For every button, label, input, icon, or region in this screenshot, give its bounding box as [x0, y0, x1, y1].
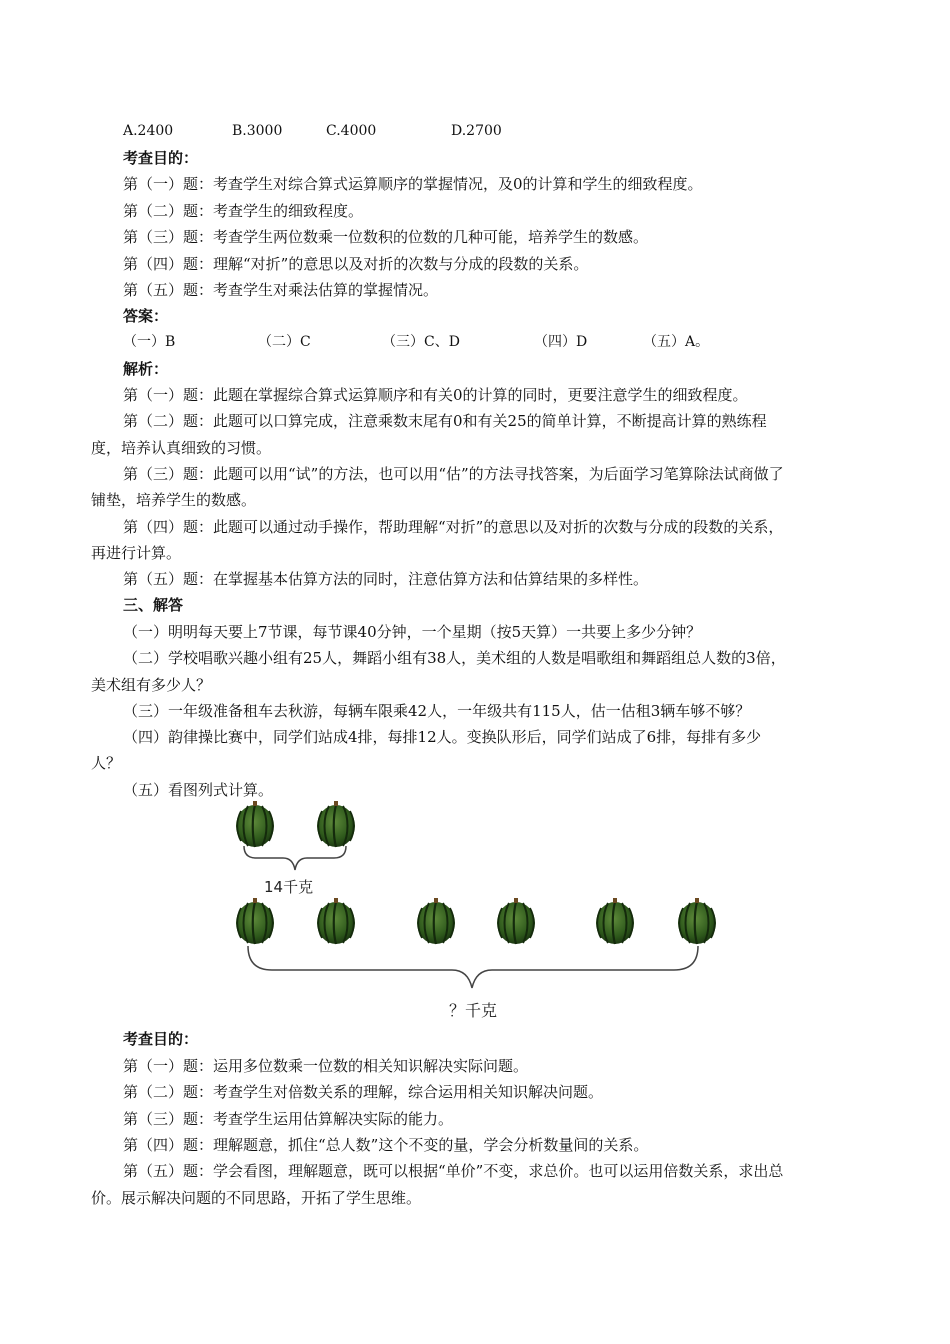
watermelon-icon — [417, 898, 455, 944]
answer-item: （五）A。 — [643, 334, 710, 350]
watermelon-icon — [317, 801, 355, 847]
paragraph-line: 第（三）题：考查学生两位数乘一位数积的位数的几种可能，培养学生的数感。 — [123, 228, 649, 246]
option-c: C.4000 — [326, 123, 377, 139]
section-heading: 三、解答 — [123, 596, 184, 614]
paragraph-line: 第（五）题：考查学生对乘法估算的掌握情况。 — [123, 281, 439, 299]
paragraph-line: 第（一）题：运用多位数乘一位数的相关知识解决实际问题。 — [123, 1057, 529, 1075]
paragraph-line: 第（四）题：理解“对折”的意思以及对折的次数与分成的段数的关系。 — [123, 255, 589, 273]
paragraph-line: 第（二）题：考查学生的细致程度。 — [123, 202, 364, 220]
watermelon-icon — [236, 898, 274, 944]
paragraph-line: 第（四）题：理解题意，抓住“总人数”这个不变的量，学会分析数量间的关系。 — [123, 1136, 649, 1154]
question-line: 人？ — [91, 754, 122, 772]
paragraph-line: 第（二）题：考查学生对倍数关系的理解，综合运用相关知识解决问题。 — [123, 1083, 604, 1101]
top-weight-label: 14千克 — [264, 878, 314, 896]
analysis-heading: 解析： — [123, 360, 169, 378]
paragraph-line: 第（一）题：此题在掌握综合算式运算顺序和有关0的计算的同时，更要注意学生的细致程度。 — [123, 386, 748, 404]
bottom-brace — [248, 946, 698, 988]
paragraph-line: 价。展示解决问题的不同思路，开拓了学生思维。 — [91, 1189, 422, 1207]
answer-item: （二）C — [258, 334, 311, 350]
paragraph-line: 第（一）题：考查学生对综合算式运算顺序的掌握情况，及0的计算和学生的细致程度。 — [123, 175, 703, 193]
question-line: （二）学校唱歌兴趣小组有25人，舞蹈小组有38人，美术组的人数是唱歌组和舞蹈组总人数的3倍， — [123, 649, 786, 667]
watermelon-icon — [497, 898, 535, 944]
option-d: D.2700 — [451, 123, 502, 139]
option-b: B.3000 — [232, 123, 283, 139]
paragraph-line: 第（三）题：考查学生运用估算解决实际的能力。 — [123, 1110, 454, 1128]
question-line: （三）一年级准备租车去秋游，每辆车限乘42人，一年级共有115人，估一估租3辆车够不够？ — [123, 702, 751, 720]
section-heading: 考查目的： — [123, 149, 199, 167]
paragraph-line: 第（五）题：在掌握基本估算方法的同时，注意估算方法和估算结果的多样性。 — [123, 570, 649, 588]
answer-item: （四）D — [534, 334, 588, 350]
question-line: 美术组有多少人？ — [91, 676, 212, 694]
question-line: （一）明明每天要上7节课，每节课40分钟，一个星期（按5天算）一共要上多少分钟？ — [123, 623, 702, 641]
answer-item: （一）B — [123, 334, 176, 350]
paragraph-line: 铺垫，培养学生的数感。 — [91, 491, 257, 509]
paragraph-line: 第（二）题：此题可以口算完成，注意乘数末尾有0和有关25的简单计算，不断提高计算的熟练程 — [123, 412, 767, 430]
section-heading: 考查目的： — [123, 1030, 199, 1048]
paragraph-line: 再进行计算。 — [91, 544, 182, 562]
answer-item: （三）C、D — [382, 334, 460, 350]
answers-heading: 答案： — [123, 307, 169, 325]
paragraph-line: 第（四）题：此题可以通过动手操作，帮助理解“对折”的意思以及对折的次数与分成的段数的关系， — [123, 518, 784, 536]
paragraph-line: 度，培养认真细致的习惯。 — [91, 439, 272, 457]
watermelon-icon — [236, 801, 274, 847]
top-brace — [244, 846, 346, 870]
paragraph-line: 第（五）题：学会看图，理解题意，既可以根据“单价”不变，求总价。也可以运用倍数关系，求出总 — [123, 1162, 784, 1180]
watermelon-icon — [317, 898, 355, 944]
question-line: （五）看图列式计算。 — [123, 781, 274, 799]
watermelon-icon — [678, 898, 716, 944]
option-a: A.2400 — [123, 123, 174, 139]
bottom-weight-label: ？千克 — [449, 1001, 498, 1020]
question-line: （四）韵律操比赛中，同学们站成4排，每排12人。变换队形后，同学们站成了6排，每排有多少 — [123, 728, 762, 746]
paragraph-line: 第（三）题：此题可以用“试”的方法，也可以用“估”的方法寻找答案，为后面学习笔算除法试商做了 — [123, 465, 784, 483]
watermelon-icon — [596, 898, 634, 944]
